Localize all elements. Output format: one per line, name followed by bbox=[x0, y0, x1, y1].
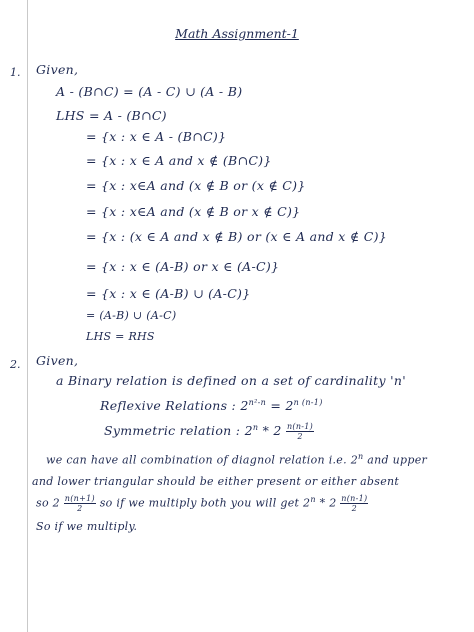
reflexive-exponent: n²-n bbox=[248, 398, 267, 407]
page-title: Math Assignment-1 bbox=[175, 26, 299, 41]
symmetric-fraction bbox=[286, 422, 314, 441]
q1-line-9: = (A-B) ∪ (A-C) bbox=[86, 309, 177, 322]
q1-line-3: = {x : x ∈ A and x ∉ (B∩C)} bbox=[86, 153, 272, 168]
q1-line-5: = {x : x∈A and (x ∉ B or x ∉ C)} bbox=[86, 204, 301, 219]
symmetric-label: Symmetric relation : bbox=[104, 423, 241, 438]
para-line1-exp: n bbox=[358, 452, 364, 461]
symmetric-mid: * 2 bbox=[262, 423, 282, 438]
reflexive-base: 2 bbox=[240, 398, 249, 414]
para-line1-text: we can have all combination of diagnol relation i.e. 2 bbox=[46, 453, 359, 467]
q1-line-8: = {x : x ∈ (A-B) ∪ (A-C)} bbox=[86, 286, 251, 301]
q1-given: Given, bbox=[36, 62, 79, 77]
q1-line-2: = {x : x ∈ A - (B∩C)} bbox=[86, 129, 227, 144]
para-line3-exp: n bbox=[310, 494, 316, 504]
q1-line-0: A - (B∩C) = (A - C) ∪ (A - B) bbox=[56, 84, 243, 99]
q2-para-line-1 bbox=[46, 452, 427, 467]
q1-line-10: LHS = RHS bbox=[86, 330, 155, 343]
para-line3-frac-num: n(n+1) bbox=[64, 494, 95, 503]
question-2-number: 2. bbox=[10, 358, 21, 371]
para-line3-star: * 2 bbox=[319, 496, 337, 510]
q1-line-7: = {x : x ∈ (A-B) or x ∈ (A-C)} bbox=[86, 259, 280, 274]
para-line3-frac-den: 2 bbox=[77, 504, 83, 513]
para-line3-fraction bbox=[64, 494, 96, 513]
symmetric-exponent: n bbox=[252, 422, 259, 432]
q2-symmetric bbox=[104, 422, 314, 441]
q2-para-line-2: and lower triangular should be either present or either absent bbox=[32, 475, 400, 488]
para-line3-frac-num-2: n(n-1) bbox=[341, 494, 368, 503]
q1-line-1: LHS = A - (B∩C) bbox=[56, 108, 167, 123]
q1-line-6: = {x : (x ∈ A and x ∉ B) or (x ∈ A and x ∉ C)} bbox=[86, 229, 388, 244]
para-line3-mid: so if we multiply both you will get 2 bbox=[99, 496, 311, 510]
reflexive-equals: = 2 bbox=[270, 398, 294, 414]
para-line3-fraction-2 bbox=[340, 494, 368, 513]
para-line3-start: so 2 bbox=[36, 496, 60, 510]
para-line3-frac-den-2: 2 bbox=[351, 504, 358, 513]
q2-given: Given, bbox=[36, 353, 79, 368]
q2-para-line-3 bbox=[36, 494, 368, 513]
reflexive-equals-exponent: n (n-1) bbox=[293, 398, 323, 407]
symmetric-frac-num: n(n-1) bbox=[286, 422, 314, 431]
symmetric-base: 2 bbox=[244, 423, 253, 438]
reflexive-label: Reflexive Relations : bbox=[100, 398, 237, 414]
symmetric-frac-den: 2 bbox=[297, 432, 303, 441]
q1-line-4: = {x : x∈A and (x ∉ B or (x ∉ C)} bbox=[86, 178, 306, 193]
para-line1-end: and upper bbox=[367, 453, 428, 467]
question-1-number: 1. bbox=[10, 66, 21, 79]
q2-intro: a Binary relation is defined on a set of cardinality 'n' bbox=[56, 373, 406, 388]
margin-line bbox=[27, 0, 28, 632]
q2-para-line-4: So if we multiply. bbox=[36, 520, 138, 533]
q2-reflexive bbox=[100, 398, 323, 413]
